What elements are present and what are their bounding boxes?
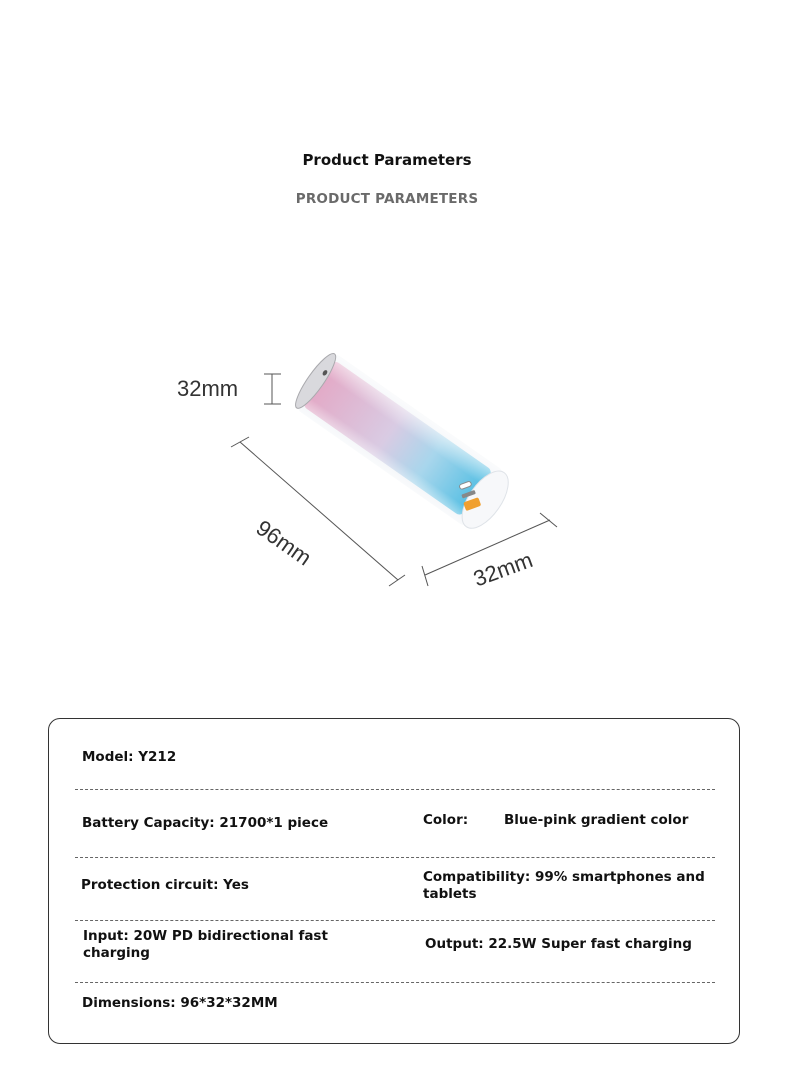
spec-dimensions: Dimensions: 96*32*32MM xyxy=(82,995,278,1011)
spec-input-line2: charging xyxy=(83,945,150,961)
spec-compatibility xyxy=(423,869,705,903)
spec-input-line1: Input: 20W PD bidirectional fast xyxy=(83,928,328,944)
divider xyxy=(75,920,715,921)
divider xyxy=(75,789,715,790)
spec-protection-circuit: Protection circuit: Yes xyxy=(81,877,249,893)
spec-compatibility-line2: tablets xyxy=(423,886,477,902)
page-title: Product Parameters xyxy=(302,151,472,169)
spec-battery-capacity: Battery Capacity: 21700*1 piece xyxy=(82,815,329,831)
width-dimension-label: 32mm xyxy=(470,547,536,592)
divider xyxy=(75,857,715,858)
spec-output: Output: 22.5W Super fast charging xyxy=(425,936,692,952)
spec-compatibility-line1: Compatibility: 99% smartphones and xyxy=(423,869,705,885)
spec-model: Model: Y212 xyxy=(82,749,177,765)
height-dimension-label: 32mm xyxy=(177,376,239,401)
divider xyxy=(75,982,715,983)
spec-input xyxy=(83,928,328,962)
height-dimension-line xyxy=(264,374,281,404)
spec-color-label: Color: xyxy=(423,812,469,828)
length-dimension-label: 96mm xyxy=(251,515,317,571)
spec-color-value: Blue-pink gradient color xyxy=(504,812,689,828)
page-subtitle: PRODUCT PARAMETERS xyxy=(295,191,479,207)
